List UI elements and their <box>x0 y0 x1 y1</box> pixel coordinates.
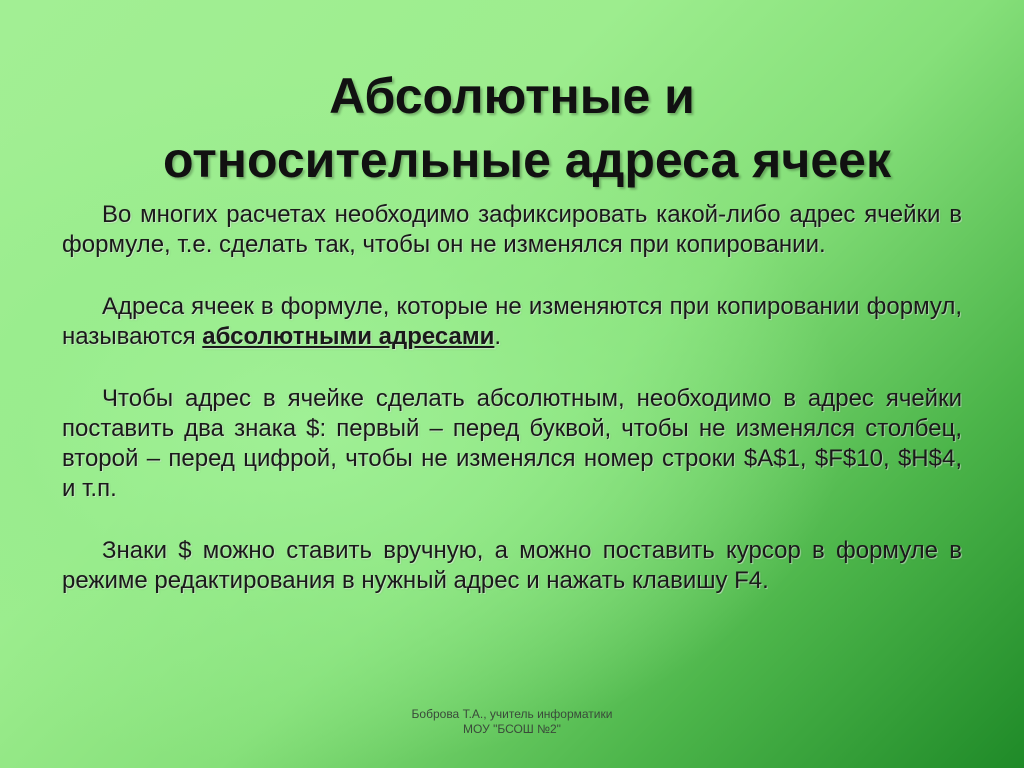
paragraph-2-text: Адреса ячеек в формуле, которые не изменяются при копировании формул, называются <box>62 293 962 350</box>
slide-body <box>62 200 962 628</box>
footer-school: МОУ "БСОШ №2" <box>463 722 561 736</box>
paragraph-2-end: . <box>494 323 502 350</box>
paragraph-4: Знаки $ можно ставить вручную, а можно поставить курсор в формуле в режиме редактирования в нужный адрес и нажать клавишу F4. <box>62 537 962 594</box>
paragraph-3: Чтобы адрес в ячейке сделать абсолютным, необходимо в адрес ячейки поставить два знака $: первый – перед буквой, чтобы не изменялся столбец, второй – перед цифрой, чтобы не изменялся номер строки $A$1, $F$10, $H$4, и т.п. <box>62 385 962 502</box>
paragraph-1: Во многих расчетах необходимо зафиксировать какой-либо адрес ячейки в формуле, т.е. сделать так, чтобы он не изменялся при копировании. <box>62 201 962 258</box>
slide-footer <box>0 707 1024 737</box>
absolute-addresses-term: абсолютными адресами <box>202 323 495 350</box>
title-line-1: Абсолютные и <box>329 67 695 124</box>
paragraph-2 <box>62 292 962 352</box>
title-line-2: относительные адреса ячеек <box>162 131 891 188</box>
slide-title <box>0 64 1024 192</box>
footer-author: Боброва Т.А., учитель информатики <box>411 707 613 721</box>
